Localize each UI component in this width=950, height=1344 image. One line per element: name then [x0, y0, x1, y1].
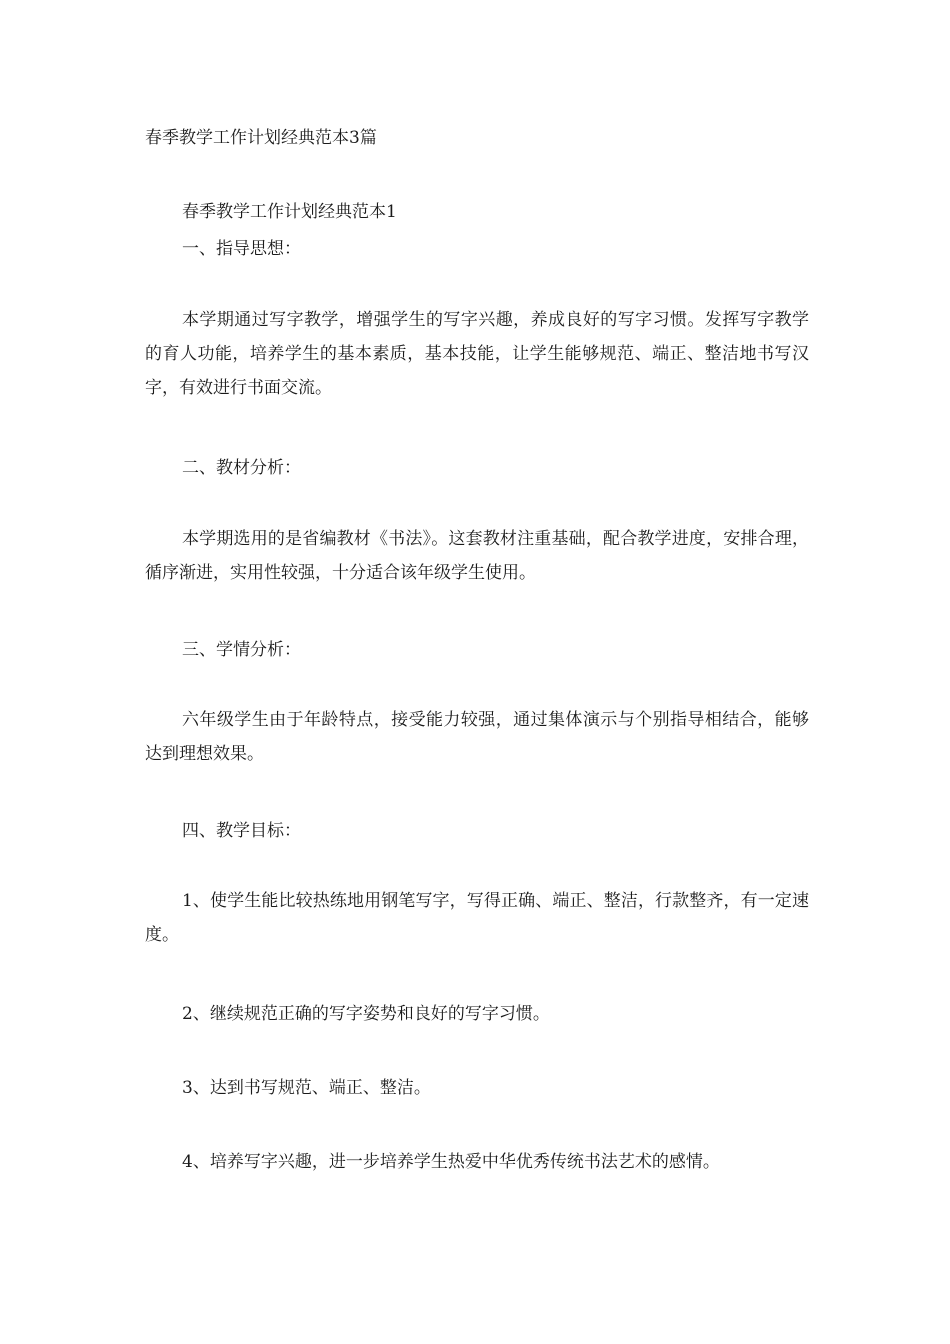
paragraph-guiding-ideology: 本学期通过写字教学，增强学生的写字兴趣，养成良好的写字习惯。发挥写字教学的育人功能，培养学生的基本素质，基本技能，让学生能够规范、端正、整洁地书写汉字，有效进行书面交流。: [145, 310, 809, 398]
goal-item-3: 3、达到书写规范、端正、整洁。: [182, 1078, 431, 1098]
goal-item-4: 4、培养写字兴趣，进一步培养学生热爱中华优秀传统书法艺术的感情。: [182, 1152, 720, 1172]
document-title: 春季教学工作计划经典范本3篇: [145, 128, 377, 148]
goal-item-1: 1、使学生能比较热练地用钢笔写字，写得正确、端正、整洁，行款整齐，有一定速度。: [145, 891, 809, 945]
goal-item-2: 2、继续规范正确的写字姿势和良好的写字习惯。: [182, 1004, 550, 1024]
heading-textbook-analysis: 二、教材分析：: [182, 458, 301, 478]
heading-student-analysis: 三、学情分析：: [182, 640, 301, 660]
paragraph-textbook-analysis: 本学期选用的是省编教材《书法》。这套教材注重基础，配合教学进度，安排合理，循序渐进，实用性较强，十分适合该年级学生使用。: [145, 529, 809, 583]
heading-teaching-goals: 四、教学目标：: [182, 821, 301, 841]
section-title: 春季教学工作计划经典范本1: [182, 202, 397, 222]
paragraph-student-analysis: 六年级学生由于年龄特点，接受能力较强，通过集体演示与个别指导相结合，能够达到理想效果。: [145, 710, 809, 764]
heading-guiding-ideology: 一、指导思想：: [182, 239, 301, 259]
